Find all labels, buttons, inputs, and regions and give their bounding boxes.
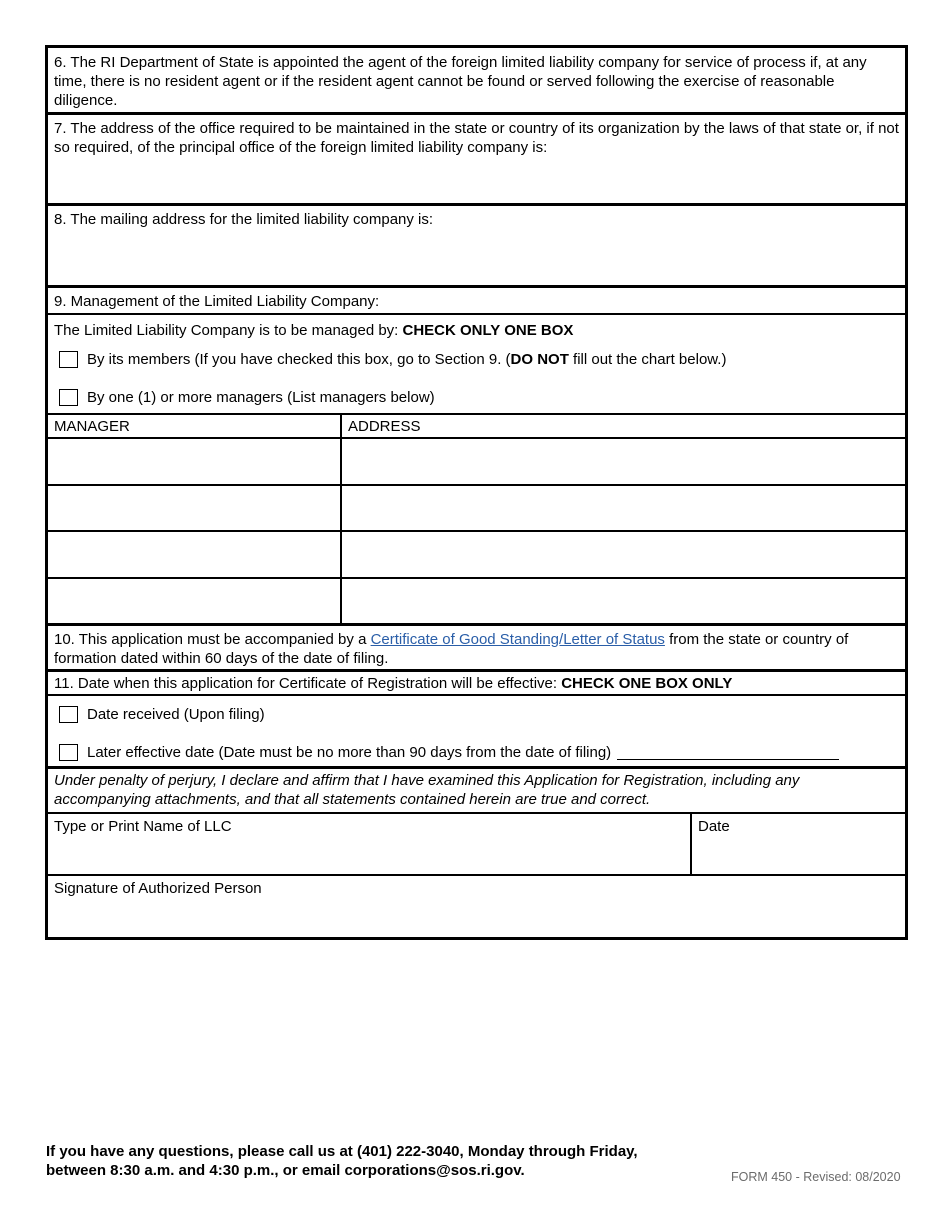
section-10 bbox=[48, 626, 905, 672]
section-9-title: 9. Management of the Limited Liability Company: bbox=[54, 293, 380, 310]
section-6 bbox=[48, 48, 905, 115]
contact-info: If you have any questions, please call us at (401) 222-3040, Monday through Friday, between 8:30 a.m. and 4:30 p.m., or email corporations@sos.ri.gov. bbox=[46, 1143, 638, 1179]
managers-checkbox[interactable] bbox=[59, 389, 78, 406]
date-received-checkbox[interactable] bbox=[59, 706, 78, 723]
option-managers-label: By one (1) or more managers (List managers below) bbox=[87, 388, 435, 406]
table-row bbox=[48, 439, 905, 486]
manager-name-cell[interactable] bbox=[48, 532, 342, 577]
option-members-bold: DO NOT bbox=[510, 350, 569, 368]
table-row bbox=[48, 532, 905, 579]
managed-by-instruction bbox=[54, 321, 899, 340]
signature-label: Signature of Authorized Person bbox=[54, 879, 262, 897]
option-managers-line bbox=[54, 386, 899, 408]
manager-address-cell[interactable] bbox=[342, 532, 905, 577]
name-date-row bbox=[48, 814, 905, 876]
registration-form bbox=[45, 45, 908, 940]
signature-field[interactable] bbox=[54, 898, 899, 934]
option-members-line bbox=[54, 348, 899, 370]
manager-table-header bbox=[48, 415, 905, 439]
llc-name-field[interactable] bbox=[48, 814, 692, 874]
manager-name-cell[interactable] bbox=[48, 439, 342, 484]
option-later-date-line bbox=[54, 742, 899, 764]
date-label: Date bbox=[698, 817, 730, 835]
section-9-title-row bbox=[48, 288, 905, 315]
manager-address-cell[interactable] bbox=[342, 579, 905, 623]
llc-name-label: Type or Print Name of LLC bbox=[54, 817, 232, 835]
managed-by-bold: CHECK ONLY ONE BOX bbox=[402, 322, 574, 339]
table-row bbox=[48, 579, 905, 626]
option-members-suffix: fill out the chart below.) bbox=[568, 350, 727, 368]
penalty-statement bbox=[48, 769, 905, 814]
section-7[interactable] bbox=[48, 115, 905, 206]
manager-column-header: MANAGER bbox=[48, 415, 342, 437]
manager-name-cell[interactable] bbox=[48, 486, 342, 531]
section-7-text: 7. The address of the office required to be maintained in the state or country of its organization by the laws of that state or, if not so required, of the principal office of the foreign limited liability company is: bbox=[54, 120, 899, 156]
section-8-text: 8. The mailing address for the limited liability company is: bbox=[54, 211, 434, 228]
section-10-suffix: from the state or country of formation dated within 60 days of the date of filing. bbox=[54, 630, 849, 667]
certificate-good-standing-link[interactable]: Certificate of Good Standing/Letter of Status bbox=[370, 630, 665, 648]
later-date-checkbox[interactable] bbox=[59, 744, 78, 761]
later-date-input[interactable] bbox=[617, 746, 839, 760]
section-11-prefix: 11. Date when this application for Certificate of Registration will be effective: bbox=[54, 674, 562, 692]
managed-by-prefix: The Limited Liability Company is to be managed by: bbox=[54, 322, 403, 339]
form-revision-label: FORM 450 - Revised: 08/2020 bbox=[731, 1170, 901, 1184]
penalty-text: Under penalty of perjury, I declare and affirm that I have examined this Application for Registration, including any accompanying attachments, and that all statements contained herein are true and correct. bbox=[54, 771, 800, 808]
option-date-received-line bbox=[54, 704, 899, 726]
manager-name-cell[interactable] bbox=[48, 579, 342, 623]
section-11-options bbox=[48, 696, 905, 769]
section-9-management-options bbox=[48, 315, 905, 415]
signature-row bbox=[48, 876, 905, 937]
section-6-text: 6. The RI Department of State is appointed the agent of the foreign limited liability company for service of process if, at any time, there is no resident agent or if the resident agent cannot be found or served following the exercise of reasonable diligence. bbox=[54, 54, 867, 109]
manager-address-cell[interactable] bbox=[342, 486, 905, 531]
date-field[interactable] bbox=[692, 814, 905, 874]
option-later-date-label: Later effective date (Date must be no more than 90 days from the date of filing) bbox=[87, 744, 612, 761]
members-checkbox[interactable] bbox=[59, 351, 78, 368]
section-8[interactable] bbox=[48, 206, 905, 288]
section-11-title-row bbox=[48, 672, 905, 696]
section-10-prefix: 10. This application must be accompanied by a bbox=[54, 630, 371, 648]
manager-address-cell[interactable] bbox=[342, 439, 905, 484]
option-members-label bbox=[87, 350, 726, 369]
option-date-received-label: Date received (Upon filing) bbox=[87, 706, 265, 723]
address-column-header: ADDRESS bbox=[348, 418, 421, 435]
option-members-prefix: By its members (If you have checked this box, go to Section 9. ( bbox=[87, 350, 511, 368]
table-row bbox=[48, 486, 905, 533]
section-11-bold: CHECK ONE BOX ONLY bbox=[561, 674, 733, 692]
